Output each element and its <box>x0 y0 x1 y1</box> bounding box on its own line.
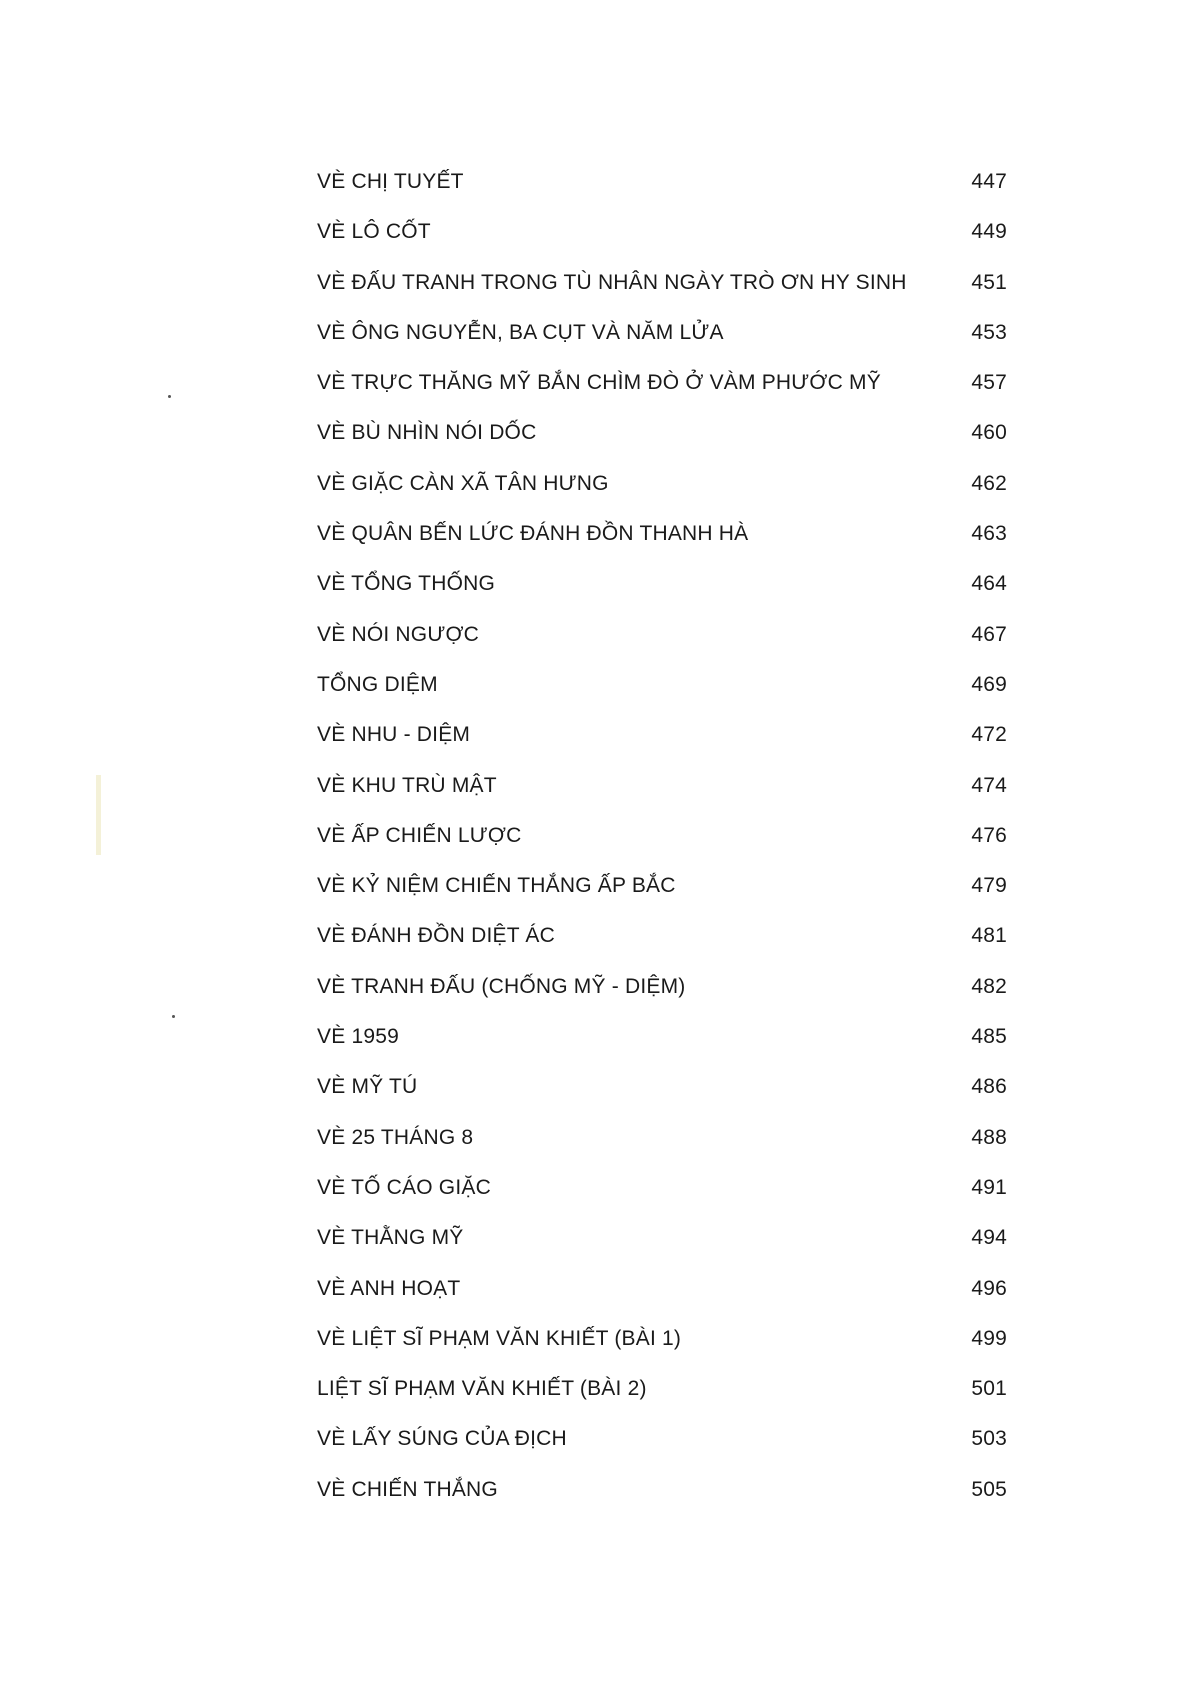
toc-entry-page-number: 453 <box>971 320 1007 344</box>
toc-entry <box>317 1377 1007 1427</box>
toc-entry <box>317 824 1007 874</box>
toc-entry-title: VÈ LIỆT SĨ PHẠM VĂN KHIẾT (BÀI 1) <box>317 1326 682 1350</box>
toc-entry-title: VÈ CHIẾN THẮNG <box>317 1477 498 1501</box>
toc-entry-title: VÈ KHU TRÙ MẬT <box>317 773 497 797</box>
toc-entry <box>317 1025 1007 1075</box>
toc-entry-page-number: 494 <box>971 1226 1007 1250</box>
toc-entry-title: VÈ NÓI NGƯỢC <box>317 622 480 646</box>
toc-entry-title: VÈ TRỰC THĂNG MỸ BẮN CHÌM ĐÒ Ở VÀM PHƯỚC MỸ <box>317 371 881 395</box>
toc-entry <box>317 723 1007 773</box>
toc-entry <box>317 371 1007 421</box>
toc-entry-page-number: 499 <box>971 1326 1007 1350</box>
toc-entry-title: VÈ LÔ CỐT <box>317 220 431 244</box>
toc-entry-title: VÈ CHỊ TUYẾT <box>317 170 464 193</box>
toc-entry-title: VÈ LẤY SÚNG CỦA ĐỊCH <box>317 1427 567 1451</box>
table-of-contents <box>317 170 1007 1528</box>
toc-entry-title: VÈ BÙ NHÌN NÓI DỐC <box>317 421 537 445</box>
toc-entry-title: VÈ ANH HOẠT <box>317 1276 461 1300</box>
toc-entry-page-number: 460 <box>971 421 1007 445</box>
toc-entry-title: TỔNG DIỆM <box>317 672 438 696</box>
toc-entry <box>317 774 1007 824</box>
toc-entry-page-number: 476 <box>971 823 1007 847</box>
toc-entry-page-number: 451 <box>971 270 1007 294</box>
toc-entry-title: VÈ THẰNG MỸ <box>317 1226 464 1250</box>
toc-entry-title: VÈ MỸ TÚ <box>317 1075 418 1099</box>
toc-entry <box>317 170 1007 220</box>
toc-entry <box>317 1478 1007 1528</box>
toc-entry <box>317 975 1007 1025</box>
toc-entry <box>317 522 1007 572</box>
toc-entry-page-number: 463 <box>971 522 1007 546</box>
toc-entry-title: VÈ QUÂN BẾN LỨC ĐÁNH ĐỒN THANH HÀ <box>317 522 749 546</box>
toc-entry <box>317 924 1007 974</box>
toc-entry-title: VÈ TRANH ĐẤU (CHỐNG MỸ - DIỆM) <box>317 974 686 998</box>
toc-entry-page-number: 501 <box>971 1377 1007 1401</box>
toc-entry-title: VÈ TỔNG THỐNG <box>317 572 496 596</box>
toc-entry-page-number: 464 <box>971 572 1007 596</box>
toc-entry <box>317 623 1007 673</box>
toc-entry-page-number: 467 <box>971 622 1007 646</box>
toc-entry-page-number: 472 <box>971 723 1007 747</box>
toc-entry <box>317 220 1007 270</box>
toc-entry-page-number: 491 <box>971 1175 1007 1199</box>
toc-entry <box>317 673 1007 723</box>
toc-entry <box>317 1277 1007 1327</box>
toc-entry-title: VÈ ĐẤU TRANH TRONG TÙ NHÂN NGÀY TRÒ ƠN HY SINH <box>317 270 907 294</box>
toc-entry-page-number: 469 <box>971 672 1007 696</box>
toc-entry-page-number: 449 <box>971 220 1007 244</box>
toc-entry <box>317 1226 1007 1276</box>
toc-entry-title: VÈ ÔNG NGUYỄN, BA CỤT VÀ NĂM LỬA <box>317 320 724 344</box>
toc-entry <box>317 1176 1007 1226</box>
toc-entry-title: VÈ NHU - DIỆM <box>317 723 471 747</box>
scan-speck <box>172 1015 175 1018</box>
toc-entry-page-number: 482 <box>971 974 1007 998</box>
toc-entry-title: VÈ ẤP CHIẾN LƯỢC <box>317 823 522 847</box>
toc-entry <box>317 1075 1007 1125</box>
toc-entry-page-number: 488 <box>971 1125 1007 1149</box>
toc-entry <box>317 1427 1007 1477</box>
toc-entry-page-number: 485 <box>971 1025 1007 1049</box>
toc-entry-page-number: 457 <box>971 371 1007 395</box>
toc-entry-page-number: 486 <box>971 1075 1007 1099</box>
toc-entry <box>317 1327 1007 1377</box>
toc-entry-title: LIỆT SĨ PHẠM VĂN KHIẾT (BÀI 2) <box>317 1377 647 1401</box>
margin-tint <box>96 775 101 855</box>
toc-entry <box>317 472 1007 522</box>
toc-entry-page-number: 479 <box>971 874 1007 898</box>
toc-entry-page-number: 447 <box>971 170 1007 193</box>
toc-entry <box>317 1126 1007 1176</box>
toc-entry-title: VÈ TỐ CÁO GIẶC <box>317 1175 491 1199</box>
toc-entry-page-number: 474 <box>971 773 1007 797</box>
toc-entry-title: VÈ GIẶC CÀN XÃ TÂN HƯNG <box>317 471 609 495</box>
toc-entry <box>317 874 1007 924</box>
toc-entry <box>317 321 1007 371</box>
toc-entry <box>317 271 1007 321</box>
toc-entry-title: VÈ 25 THÁNG 8 <box>317 1125 474 1149</box>
toc-entry <box>317 572 1007 622</box>
toc-entry-page-number: 496 <box>971 1276 1007 1300</box>
toc-entry-title: VÈ ĐÁNH ĐỒN DIỆT ÁC <box>317 924 555 948</box>
toc-entry <box>317 421 1007 471</box>
toc-entry-page-number: 462 <box>971 471 1007 495</box>
toc-entry-page-number: 481 <box>971 924 1007 948</box>
toc-entry-page-number: 505 <box>971 1477 1007 1501</box>
toc-entry-title: VÈ KỶ NIỆM CHIẾN THẮNG ẤP BẮC <box>317 874 676 898</box>
toc-entry-title: VÈ 1959 <box>317 1025 399 1049</box>
scan-speck <box>168 395 171 398</box>
toc-entry-page-number: 503 <box>971 1427 1007 1451</box>
